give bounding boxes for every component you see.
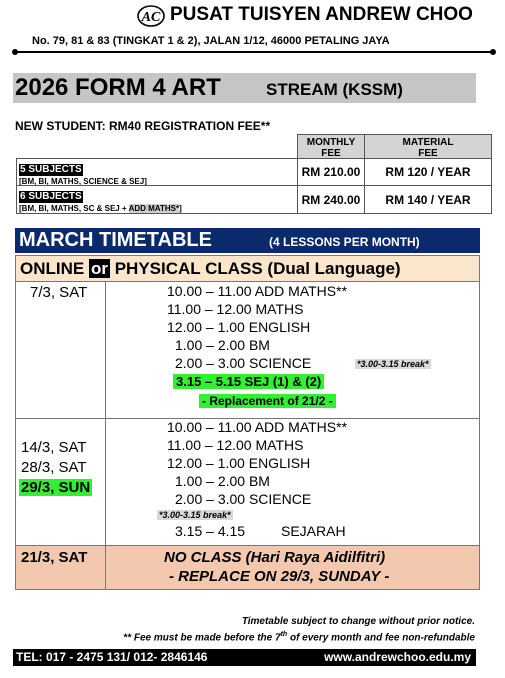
time-slot: 11.00 – 12.00 MATHS: [167, 301, 304, 317]
fee-row-5-subjects: [16, 158, 298, 186]
no-class-note: NO CLASS (Hari Raya Aidilfitri): [164, 549, 386, 566]
logo-text: AC: [141, 10, 161, 25]
timetable-header: [15, 228, 480, 253]
class-mode-banner: [15, 255, 480, 282]
fee-notice: ** Fee must be made before the 7th of every month and fee non-refundable: [123, 631, 475, 644]
fee-row-6-subjects: [16, 185, 298, 214]
mode-or: or: [90, 259, 108, 278]
subject-list: [BM, BI, MATHS, SC & SEJ + ADD MATHS*]: [19, 204, 182, 213]
time-slot: 1.00 – 2.00 BM: [175, 337, 270, 353]
timetable-title: MARCH TIMETABLE: [19, 229, 212, 251]
course-title: 2026 FORM 4 ART: [15, 74, 221, 101]
time-slot: 12.00 – 1.00 ENGLISH: [167, 455, 311, 471]
replacement-note: - Replacement of 21/2 -: [199, 394, 336, 408]
phone-numbers: TEL: 017 - 2475 131/ 012- 2846146: [16, 650, 208, 664]
address: No. 79, 81 & 83 (TINGKAT 1 & 2), JALAN 1/12, 46000 PETALING JAYA: [32, 35, 390, 47]
monthly-fee-header: MONTHLY FEE: [297, 134, 365, 159]
time-slot: 10.00 – 11.00 ADD MATHS**: [167, 283, 348, 299]
time-slot: 12.00 – 1.00 ENGLISH: [167, 319, 311, 335]
session-date: 28/3, SAT: [21, 459, 87, 476]
session-date: 7/3, SAT: [30, 284, 88, 301]
course-title-bar: [13, 73, 476, 103]
material-fee-header: MATERIAL FEE: [364, 134, 492, 159]
brand-name: PUSAT TUISYEN ANDREW CHOO: [170, 4, 473, 25]
add-maths-highlight: ADD MATHS*: [128, 204, 180, 213]
mode-online: ONLINE: [20, 259, 85, 278]
time-slot: 3.15 – 4.15: [175, 523, 246, 539]
subject-count-label: 6 SUBJECTS: [20, 191, 82, 202]
break-note: *3.00-3.15 break*: [159, 510, 231, 520]
change-notice: Timetable subject to change without prior notice.: [241, 616, 475, 627]
break-note: *3.00-3.15 break*: [357, 359, 429, 369]
fee-table: [16, 134, 492, 214]
timetable-row-no-class: [15, 546, 480, 590]
course-subtitle: STREAM (KSSM): [266, 80, 403, 99]
time-slot: 2.00 – 3.00 SCIENCE: [175, 355, 312, 371]
subject-list: [BM, BI, MATHS, SCIENCE & SEJ]: [19, 177, 147, 186]
time-slot: 2.00 – 3.00 SCIENCE: [175, 491, 312, 507]
timetable-row-weekly: [15, 419, 480, 546]
monthly-fee-value: RM 240.00: [297, 185, 365, 214]
material-fee-value: RM 140 / YEAR: [364, 185, 492, 214]
website-link[interactable]: www.andrewchoo.edu.my: [324, 650, 471, 664]
time-slot: 10.00 – 11.00 ADD MATHS**: [167, 419, 348, 435]
subject-count-label: 5 SUBJECTS: [20, 164, 82, 175]
registration-fee-note: NEW STUDENT: RM40 REGISTRATION FEE**: [15, 119, 271, 133]
footer-notes: [123, 615, 475, 644]
academy-logo: [137, 5, 165, 27]
time-slot-subject: SEJARAH: [281, 523, 346, 539]
session-date-highlight: 29/3, SUN: [21, 479, 91, 496]
contact-bar: [13, 649, 476, 666]
session-date: 14/3, SAT: [21, 439, 87, 456]
timetable-subtitle: (4 LESSONS PER MONTH): [269, 235, 420, 249]
mode-physical: PHYSICAL CLASS (Dual Language): [114, 259, 401, 278]
timetable-row-7-3: [15, 282, 480, 419]
material-fee-value: RM 120 / YEAR: [364, 158, 492, 186]
monthly-fee-value: RM 210.00: [297, 158, 365, 186]
replace-note: - REPLACE ON 29/3, SUNDAY -: [169, 568, 390, 585]
session-date: 21/3, SAT: [21, 549, 88, 566]
time-slot: 1.00 – 2.00 BM: [175, 473, 270, 489]
time-slot: 11.00 – 12.00 MATHS: [167, 437, 304, 453]
sejarah-session-highlight: 3.15 – 5.15 SEJ (1) & (2): [173, 374, 324, 389]
header-divider: [14, 51, 494, 53]
